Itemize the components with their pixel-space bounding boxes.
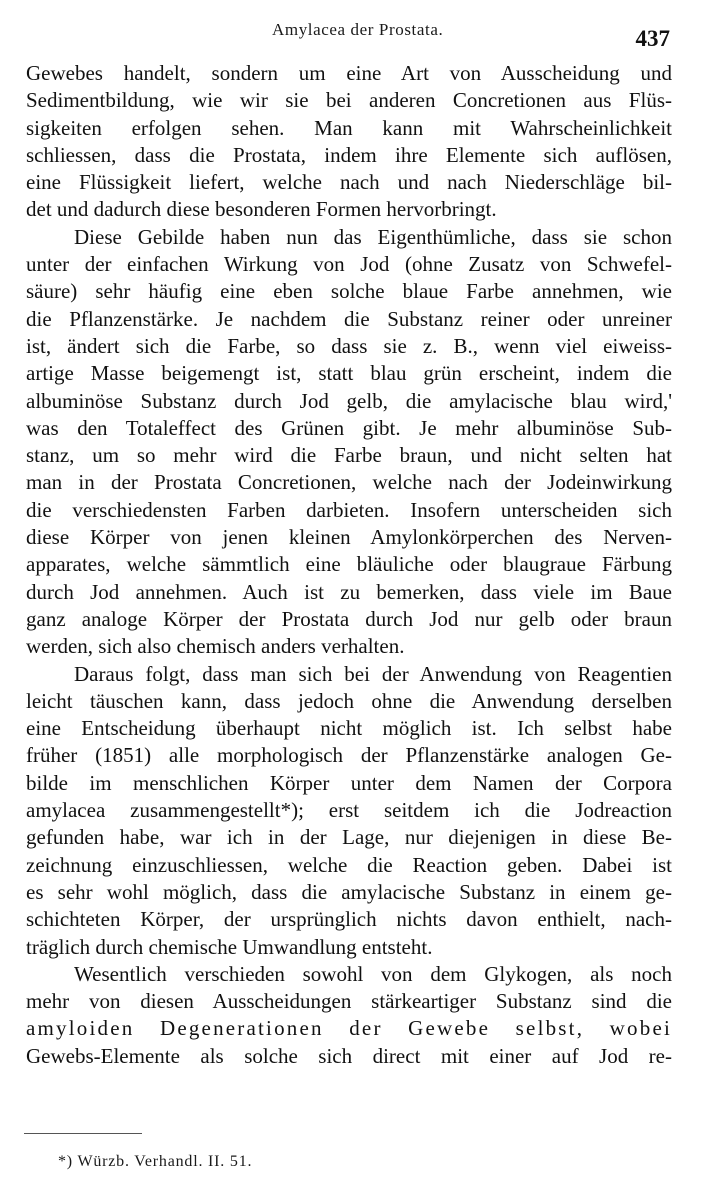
text-line: träglich durch chemische Umwandlung entsteht. [26,934,433,959]
text-line: apparates, welche sämmtlich eine bläuliche oder blaugraue Färbung [26,552,672,577]
text-line: werden, sich also chemisch anders verhalten. [26,634,405,659]
text-line: schichteten Körper, der ursprünglich nichts davon enthielt, nach- [26,907,672,932]
footnote: *) Würzb. Verhandl. II. 51. [58,1153,253,1170]
text-line: Daraus folgt, dass man sich bei der Anwendung von Reagentien [74,661,672,686]
text-line: die Pflanzenstärke. Je nachdem die Substanz reiner oder unreiner [26,306,672,331]
text-line: artige Masse beigemengt ist, statt blau grün erscheint, indem die [26,361,672,386]
text-line: man in der Prostata Concretionen, welche nach der Jodeinwirkung [26,470,672,495]
running-head [0,18,708,51]
text-line: albuminöse Substanz durch Jod gelb, die amylacische blau wird,' [26,388,672,413]
text-line: die verschiedensten Farben darbieten. Insofern unterscheiden sich [26,497,672,522]
text-line: det und dadurch diese besonderen Formen hervorbringt. [26,197,497,222]
text-line: Diese Gebilde haben nun das Eigenthümliche, dass sie schon [74,224,672,249]
text-line: Gewebs-Elemente als solche sich direct mit einer auf Jod re- [26,1043,672,1068]
footnote-rule [24,1133,142,1134]
text-line: eine Flüssigkeit liefert, welche nach und nach Niederschläge bil- [26,170,672,195]
text-line: was den Totaleffect des Grünen gibt. Je mehr albuminöse Sub- [26,415,672,440]
text-line: leicht täuschen kann, dass jedoch ohne die Anwendung derselben [26,688,672,713]
text-line: amylacea zusammengestellt*); erst seitdem ich die Jodreaction [26,798,672,823]
text-line: durch Jod annehmen. Auch ist zu bemerken, dass viele im Baue [26,579,672,604]
text-line: sigkeiten erfolgen sehen. Man kann mit Wahrscheinlichkeit [26,115,672,140]
text-line: unter der einfachen Wirkung von Jod (ohne Zusatz von Schwefel- [26,252,672,277]
text-line: ganz analoge Körper der Prostata durch Jod nur gelb oder braun [26,606,672,631]
text-line: gefunden habe, war ich in der Lage, nur diejenigen in diese Be- [26,825,672,850]
text-line: amyloiden Degenerationen der Gewebe selbst, wobei [26,1016,672,1041]
text-line: Wesentlich verschieden sowohl von dem Glykogen, als noch [74,961,672,986]
text-line: Sedimentbildung, wie wir sie bei anderen Concretionen aus Flüs- [26,88,672,113]
text-line: bilde im menschlichen Körper unter dem Namen der Corpora [26,770,672,795]
page-number: 437 [635,26,670,51]
text-line: stanz, um so mehr wird die Farbe braun, und nicht selten hat [26,443,672,468]
text-line: eine Entscheidung überhaupt nicht möglich ist. Ich selbst habe [26,716,672,741]
text-line: diese Körper von jenen kleinen Amylonkörperchen des Nerven- [26,525,672,550]
text-line: mehr von diesen Ausscheidungen stärkeartiger Substanz sind die [26,989,672,1014]
running-title: Amylacea der Prostata. [272,20,444,39]
text-line: zeichnung einzuschliessen, welche die Reaction geben. Dabei ist [26,852,672,877]
text-line: säure) sehr häufig eine eben solche blaue Farbe annehmen, wie [26,279,672,304]
text-line: es sehr wohl möglich, dass die amylacische Substanz in einem ge- [26,879,672,904]
text-line: schliessen, dass die Prostata, indem ihre Elemente sich auflösen, [26,142,672,167]
text-line: ist, ändert sich die Farbe, so dass sie z. B., wenn viel eiweiss- [26,333,672,358]
body-text [26,60,672,1070]
text-line: Gewebes handelt, sondern um eine Art von Ausscheidung und [26,61,672,85]
text-line: früher (1851) alle morphologisch der Pflanzenstärke analogen Ge- [26,743,672,768]
